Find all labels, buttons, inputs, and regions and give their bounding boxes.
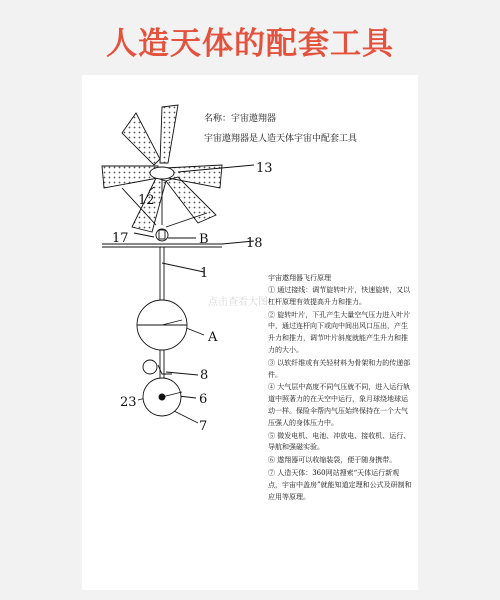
label-1: 1 [200, 266, 209, 281]
label-23: 23 [120, 395, 137, 410]
note-item: ④ 大气层中高度不同气压就不同，进入运行轨道中照著力的在天空中运行，象月球绕地球运动一样。保险伞帮内气压始终保持在一个大气压强人的身体压力中。 [268, 383, 411, 427]
label-17: 17 [112, 231, 129, 246]
label-18: 18 [246, 236, 263, 251]
handle-8 [143, 360, 157, 374]
note-item: ⑤ 微发电机、电池、冲放电、接收机、运行、导航和强磁实验。 [268, 431, 411, 452]
label-12: 12 [138, 193, 155, 208]
diagram-sheet[interactable] [82, 75, 418, 590]
notes-heading: 宇宙遨翔器飞行原理 [268, 274, 331, 282]
note-item: ② 旋转叶片，下孔产生大量空气压力进入叶片中，通过连杆向下或向中间出风口压出，产生升力和推力，调节叶片斜度就能产生升力和推力的大小。 [268, 310, 411, 354]
note-item: ① 通过接线：调节旋转叶片，快速旋转，又以杠杆原理有效提高升力和推力。 [268, 286, 411, 306]
name-caption: 名称：宇宙遨翔器 [204, 114, 277, 124]
label-7: 7 [199, 419, 208, 434]
description-caption: 宇宙遨翔器是人造天体宇宙中配套工具 [204, 134, 358, 144]
principle-notes [268, 285, 412, 504]
note-item: ⑥ 遨翔器可以收缩装袋，便于随身携带。 [268, 456, 397, 465]
view-large-image-watermark: 点击查看大图 [208, 297, 268, 308]
fan-hub [150, 167, 174, 179]
note-item: ⑦ 人造天体：360网站搜索“天体运行新观点，宇宙中盖房”就能知道定理和公式及研制和应用等原理。 [268, 468, 412, 501]
label-b: B [199, 232, 209, 247]
label-6: 6 [199, 392, 208, 407]
label-13: 13 [256, 161, 273, 176]
label-8: 8 [200, 368, 209, 383]
label-a: A [208, 330, 218, 345]
note-item: ③ 以软纤维或有关轻材料为骨架和力的传递部件。 [268, 358, 411, 379]
page-title: 人造天体的配套工具 [106, 26, 394, 62]
